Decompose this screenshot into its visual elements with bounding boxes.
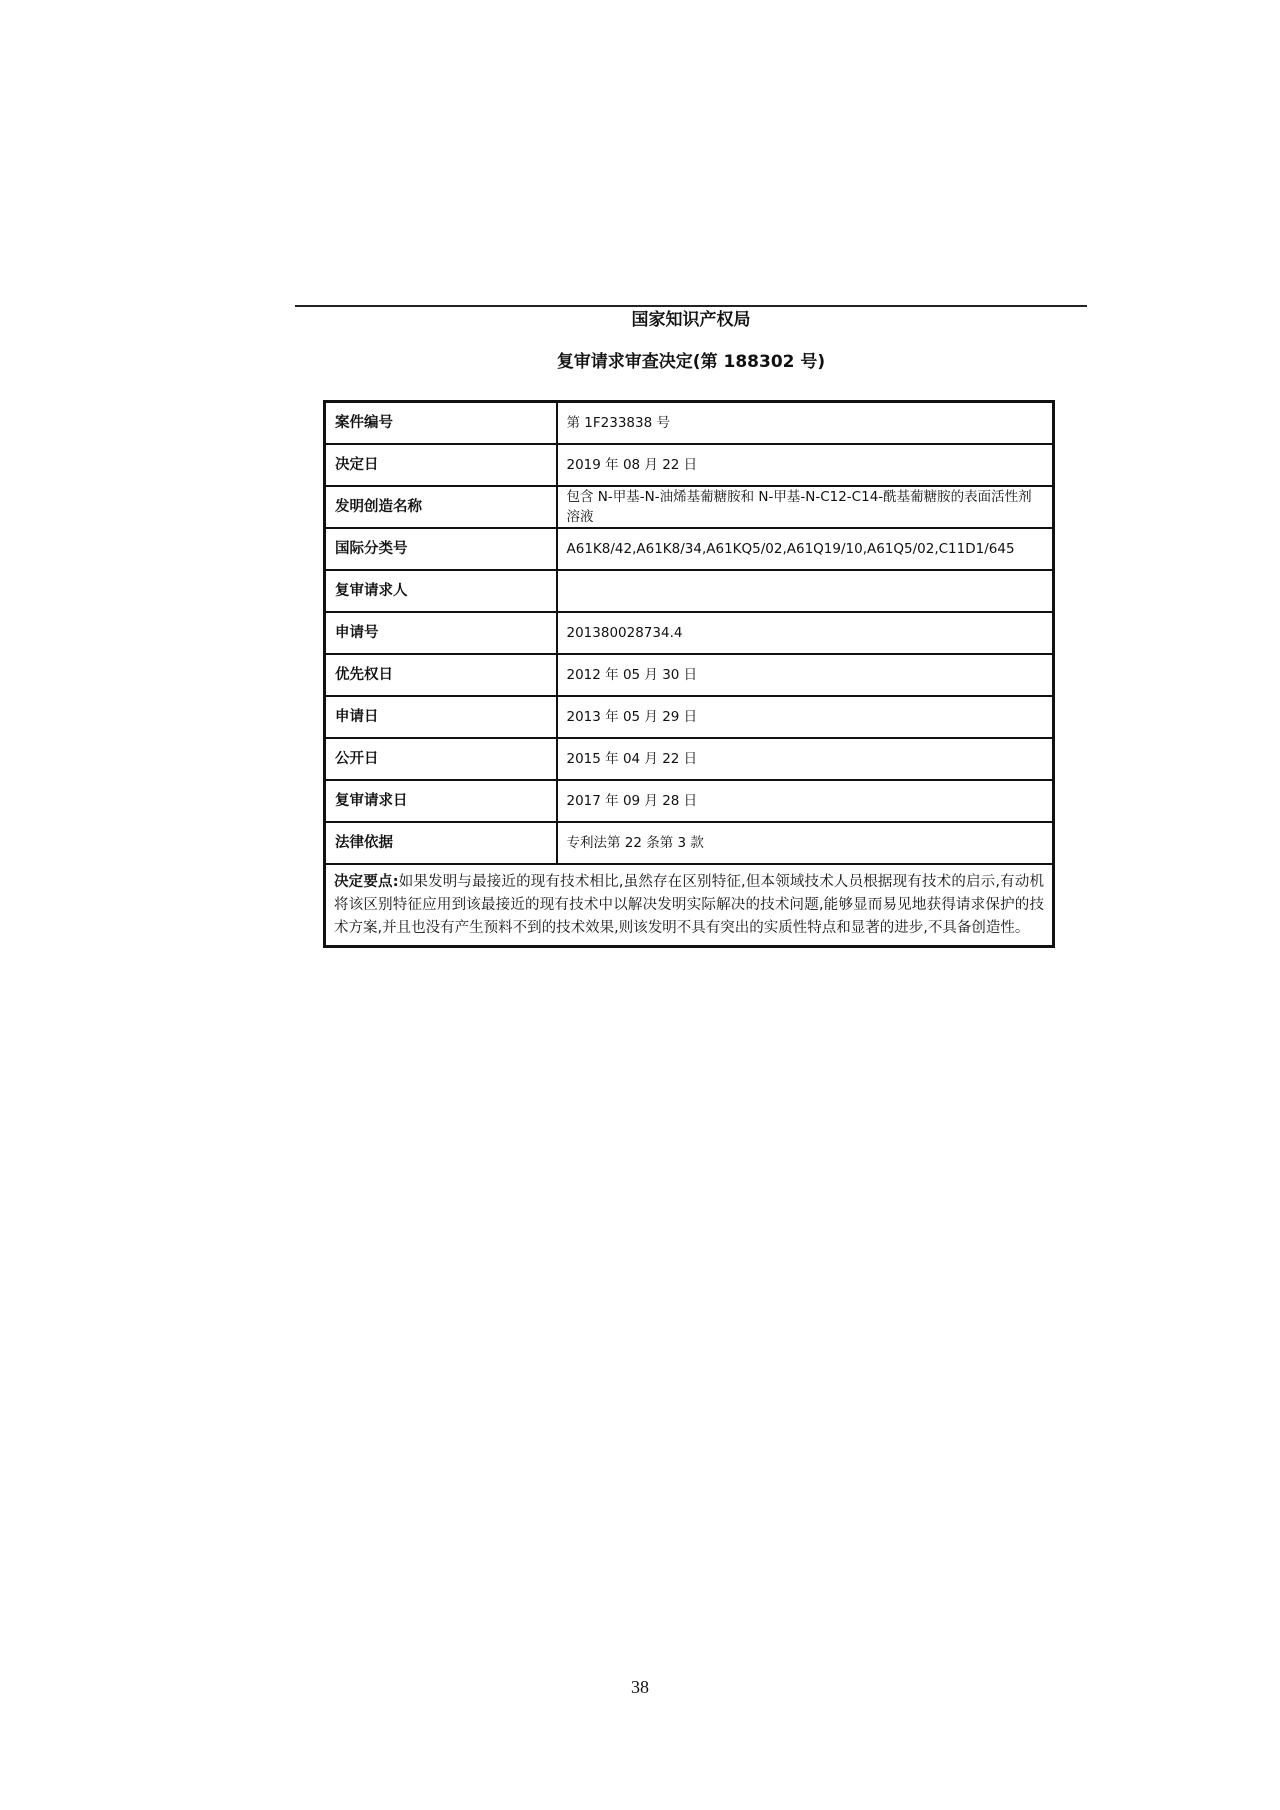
row-value: 2015 年 04 月 22 日 bbox=[557, 738, 1054, 780]
top-rule bbox=[295, 305, 1087, 307]
row-value: 2012 年 05 月 30 日 bbox=[557, 654, 1054, 696]
row-value: 第 1F233838 号 bbox=[557, 402, 1054, 444]
key-points-label: 决定要点: bbox=[334, 873, 399, 890]
row-label: 发明创造名称 bbox=[325, 486, 557, 528]
table-row bbox=[325, 486, 1054, 528]
row-label: 复审请求日 bbox=[325, 780, 557, 822]
table-row bbox=[325, 402, 1054, 444]
key-points-cell bbox=[325, 864, 1054, 947]
row-value: 2013 年 05 月 29 日 bbox=[557, 696, 1054, 738]
row-value: 2019 年 08 月 22 日 bbox=[557, 444, 1054, 486]
row-label: 申请号 bbox=[325, 612, 557, 654]
table-row bbox=[325, 528, 1054, 570]
row-label: 申请日 bbox=[325, 696, 557, 738]
row-label: 复审请求人 bbox=[325, 570, 557, 612]
row-label: 优先权日 bbox=[325, 654, 557, 696]
decision-info-table bbox=[323, 400, 1055, 948]
row-value: 包含 N-甲基-N-油烯基葡糖胺和 N-甲基-N-C12-C14-酰基葡糖胺的表面活性剂溶液 bbox=[557, 486, 1054, 528]
table-row bbox=[325, 444, 1054, 486]
row-value: 2017 年 09 月 28 日 bbox=[557, 780, 1054, 822]
table-row bbox=[325, 570, 1054, 612]
row-label: 决定日 bbox=[325, 444, 557, 486]
table-row bbox=[325, 612, 1054, 654]
row-label: 法律依据 bbox=[325, 822, 557, 864]
row-label: 国际分类号 bbox=[325, 528, 557, 570]
page-number: 38 bbox=[631, 1677, 649, 1697]
table-row bbox=[325, 822, 1054, 864]
table-row bbox=[325, 696, 1054, 738]
row-value: 201380028734.4 bbox=[557, 612, 1054, 654]
table-row bbox=[325, 654, 1054, 696]
row-value: A61K8/42,A61K8/34,A61KQ5/02,A61Q19/10,A61Q5/02,C11D1/645 bbox=[557, 528, 1054, 570]
row-value bbox=[557, 570, 1054, 612]
table-row bbox=[325, 738, 1054, 780]
key-points-text: 如果发明与最接近的现有技术相比,虽然存在区别特征,但本领域技术人员根据现有技术的启示,有动机将该区别特征应用到该最接近的现有技术中以解决发明实际解决的技术问题,能够显而易见地获得请求保护的技术方案,并且也没有产生预料不到的技术效果,则该发明不具有突出的实质性特点和显著的进步,不具备创造性。 bbox=[334, 873, 1044, 936]
row-value: 专利法第 22 条第 3 款 bbox=[557, 822, 1054, 864]
office-title: 国家知识产权局 bbox=[631, 310, 751, 330]
row-label: 公开日 bbox=[325, 738, 557, 780]
key-points-row bbox=[325, 864, 1054, 947]
table-row bbox=[325, 780, 1054, 822]
row-label: 案件编号 bbox=[325, 402, 557, 444]
decision-title: 复审请求审查决定(第 188302 号) bbox=[556, 352, 826, 372]
